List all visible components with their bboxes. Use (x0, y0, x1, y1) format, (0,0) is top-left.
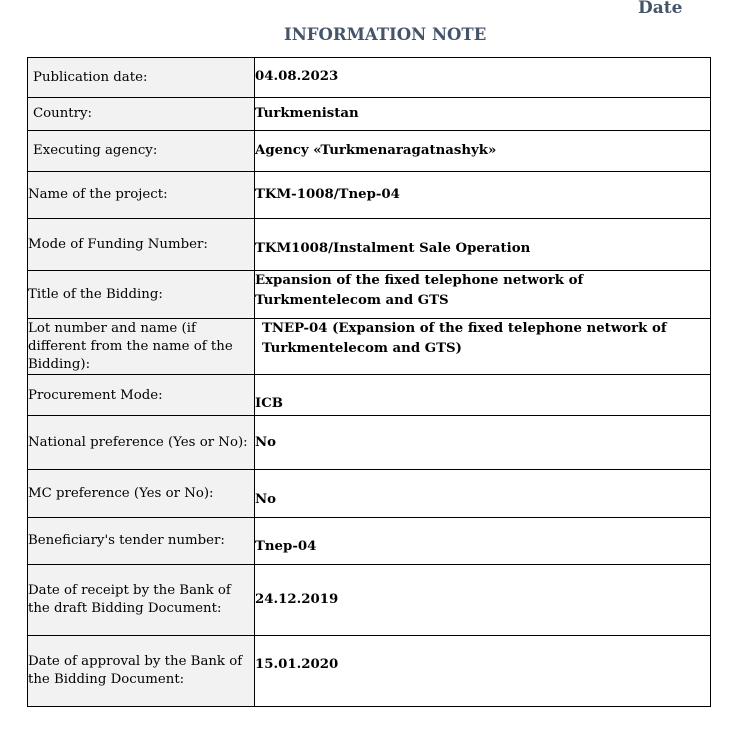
table-row (28, 319, 711, 375)
funding-number-label: Mode of Funding Number: (28, 219, 255, 271)
project-name-value: TKM-1008/Tnep-04 (255, 172, 711, 219)
procurement-mode-value: ICB (255, 375, 711, 416)
project-name-label: Name of the project: (28, 172, 255, 219)
approval-date-value: 15.01.2020 (255, 636, 711, 707)
table-row (28, 636, 711, 707)
receipt-date-label: Date of receipt by the Bank of the draft Bidding Document: (28, 565, 255, 636)
information-table (27, 57, 711, 707)
row-label (28, 98, 255, 131)
lot-number-label: Lot number and name (if different from the name of the Bidding): (28, 319, 255, 375)
table-row (28, 172, 711, 219)
funding-number-value: TKM1008/Instalment Sale Operation (255, 219, 711, 271)
bidding-title-label: Title of the Bidding: (28, 271, 255, 319)
approval-date-label: Date of approval by the Bank of the Bidding Document: (28, 636, 255, 707)
procurement-mode-label: Procurement Mode: (28, 375, 255, 416)
mc-preference-value: No (255, 470, 711, 518)
bidding-title-value: Expansion of the fixed telephone network of Turkmentelecom and GTS (255, 271, 711, 319)
table-row (28, 518, 711, 565)
table-row (28, 565, 711, 636)
lot-number-value: TNEP-04 (Expansion of the fixed telephone network of Turkmentelecom and GTS) (255, 319, 711, 375)
publication-date-value: 04.08.2023 (255, 58, 711, 98)
receipt-date-value: 24.12.2019 (255, 565, 711, 636)
table-row (28, 416, 711, 470)
country-label: Country: (33, 106, 92, 121)
table-row (28, 219, 711, 271)
national-preference-value: No (255, 416, 711, 470)
table-row (28, 375, 711, 416)
table-row (28, 98, 711, 131)
table-row (28, 131, 711, 172)
executing-agency-label: Executing agency: (33, 143, 158, 158)
row-label (28, 58, 255, 98)
publication-date-label: Publication date: (33, 69, 148, 85)
date-heading: Date (638, 0, 683, 18)
mc-preference-label: MC preference (Yes or No): (28, 470, 255, 518)
tender-number-value: Tnep-04 (255, 518, 711, 565)
national-preference-label: National preference (Yes or No): (28, 416, 255, 470)
tender-number-label: Beneficiary's tender number: (28, 518, 255, 565)
table-row (28, 271, 711, 319)
table-row (28, 58, 711, 98)
executing-agency-value: Agency «Turkmenaragatnashyk» (255, 131, 711, 172)
table-row (28, 470, 711, 518)
row-label (28, 131, 255, 172)
country-value: Turkmenistan (255, 98, 711, 131)
document-title: INFORMATION NOTE (284, 25, 487, 44)
